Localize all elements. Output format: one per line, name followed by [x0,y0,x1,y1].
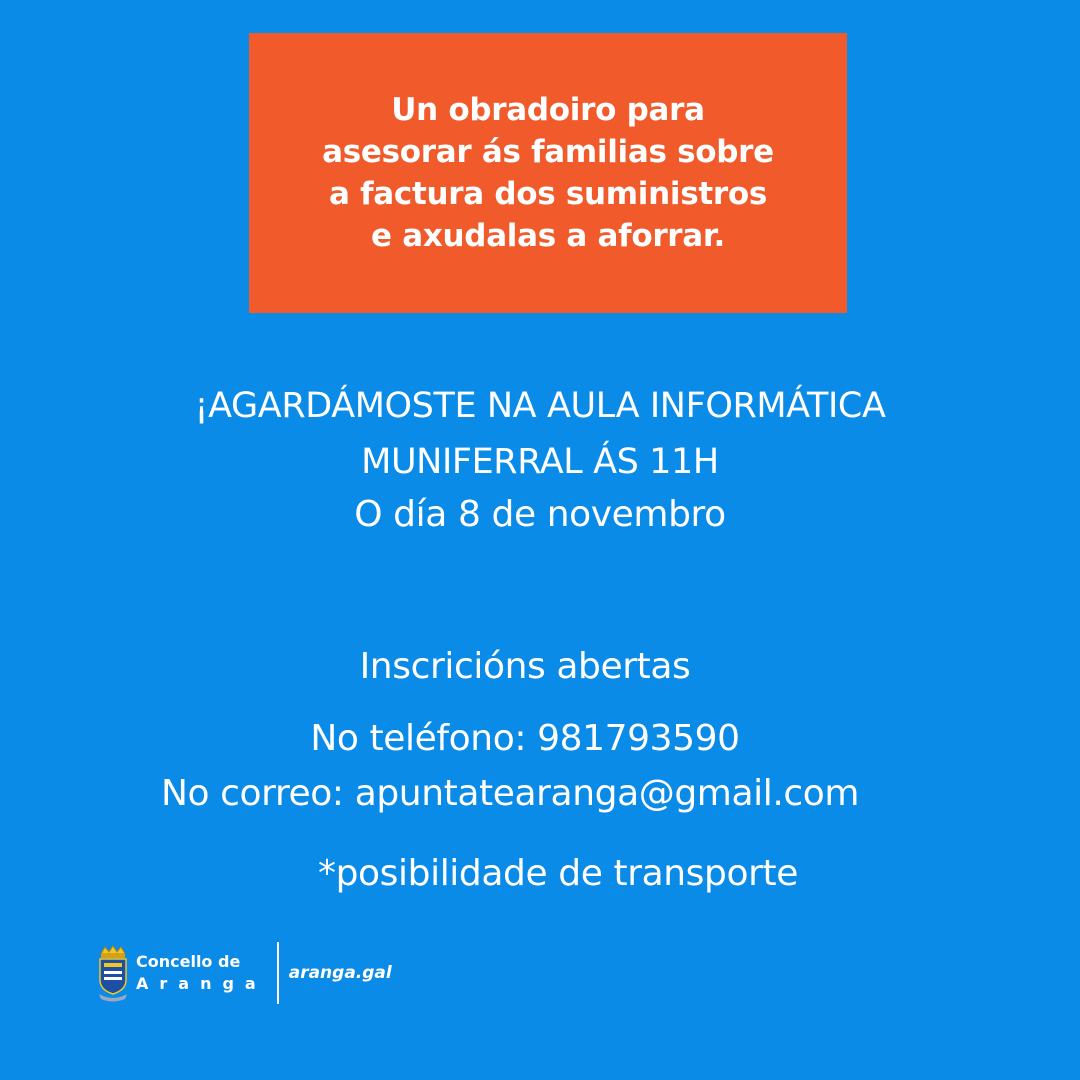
website-link[interactable]: aranga.gal [288,963,392,983]
footer-divider [277,942,279,1004]
event-date: O día 8 de novembro [354,494,726,535]
banner-line: e axudalas a aforrar. [371,218,725,254]
venue-line-1: ¡AGARDÁMOSTE NA AULA INFORMÁTICA [194,386,886,426]
registration-email: No correo: apuntatearanga@gmail.com [160,773,860,814]
banner-line: asesorar ás familias sobre [322,134,774,170]
venue-line-2: MUNIFERRAL ÁS 11H [361,442,719,482]
registration-title: Inscricións abertas [359,646,691,687]
banner-text [322,89,774,257]
org-line-1: Concello de [136,952,241,971]
banner-line: a factura dos suministros [328,176,768,212]
info-banner [249,33,847,313]
transport-note: *posibilidade de transporte [318,853,798,894]
org-line-2: Aranga [136,974,267,993]
banner-line: Un obradoiro para [391,92,705,128]
coat-of-arms-icon [96,944,130,1002]
footer-logo [96,940,392,1006]
org-name [136,951,267,995]
registration-phone: No teléfono: 981793590 [310,718,740,759]
